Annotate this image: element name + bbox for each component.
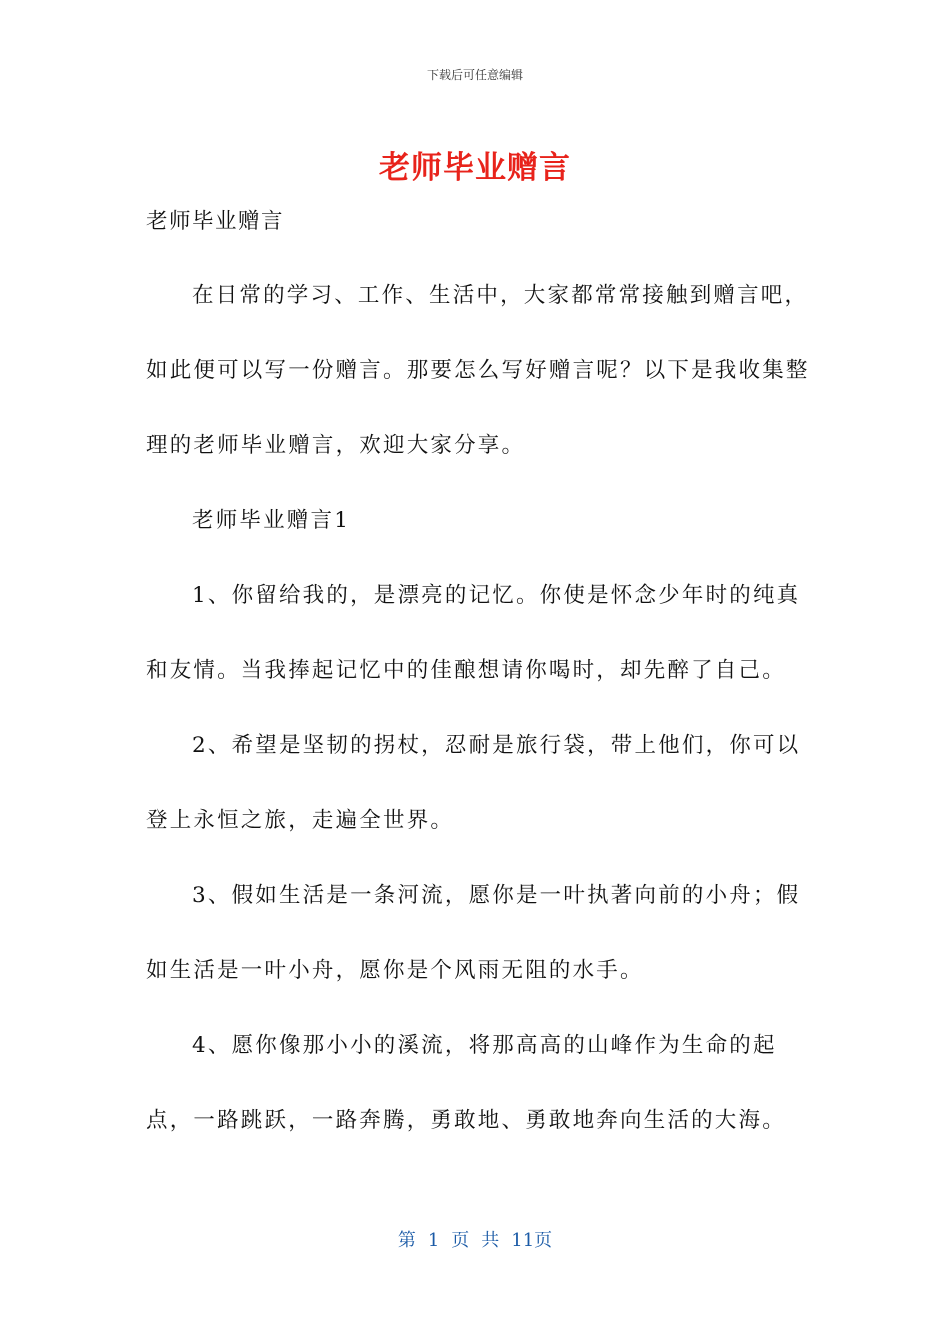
page-footer bbox=[0, 1226, 950, 1252]
header-note: 下载后可任意编辑 bbox=[426, 68, 523, 82]
list-item: 3、假如生活是一条河流，愿你是一叶执著向前的小舟；假如生活是一叶小舟，愿你是个风雨无阻的水手。 bbox=[146, 883, 801, 983]
intro-paragraph: 在日常的学习、工作、生活中，大家都常常接触到赠言吧，如此便可以写一份赠言。那要怎么写好赠言呢？以下是我收集整理的老师毕业赠言，欢迎大家分享。 bbox=[146, 283, 810, 458]
page-prefix: 第 bbox=[397, 1230, 416, 1251]
page-number: 1 bbox=[427, 1230, 440, 1251]
list-item: 4、愿你像那小小的溪流，将那高高的山峰作为生命的起点，一路跳跃，一路奔腾，勇敢地、勇敢地奔向生活的大海。 bbox=[146, 1033, 786, 1133]
total-pages: 11页 bbox=[511, 1230, 553, 1251]
document-title: 老师毕业赠言 bbox=[379, 150, 571, 186]
total-prefix: 共 bbox=[481, 1230, 500, 1251]
document-subtitle: 老师毕业赠言 bbox=[146, 209, 285, 234]
section-heading: 老师毕业赠言1 bbox=[192, 508, 351, 533]
list-item: 2、希望是坚韧的拐杖，忍耐是旅行袋，带上他们，你可以登上永恒之旅，走遍全世界。 bbox=[146, 733, 801, 833]
page-mid: 页 bbox=[451, 1230, 470, 1251]
document-body bbox=[146, 196, 811, 1158]
list-item: 1、你留给我的，是漂亮的记忆。你使是怀念少年时的纯真和友情。当我捧起记忆中的佳酿想请你喝时，却先醉了自己。 bbox=[146, 583, 801, 683]
